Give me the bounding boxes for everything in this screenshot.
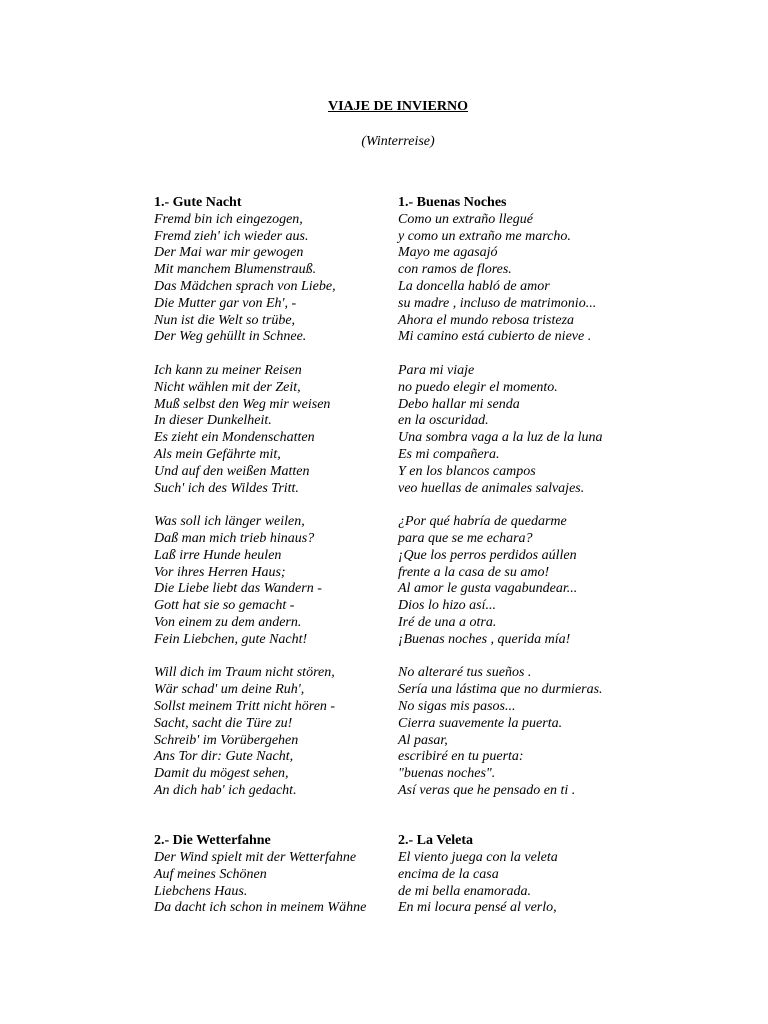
es-verse-line: Dios lo hizo así... — [398, 598, 497, 614]
es-song-heading: 2.- La Veleta — [398, 833, 474, 849]
de-verse-line: Der Wind spielt mit der Wetterfahne — [154, 850, 357, 866]
es-verse-line: El viento juega con la veleta — [398, 850, 558, 866]
es-verse-line: ¿Por qué habría de quedarme — [398, 514, 567, 530]
stanza-gap — [154, 346, 394, 363]
song-gap — [154, 816, 394, 833]
de-verse-line: Ans Tor dir: Gute Nacht, — [154, 749, 294, 765]
stanza-gap — [154, 497, 394, 514]
de-verse-line: Sacht, sacht die Türe zu! — [154, 715, 293, 731]
de-verse-line: Daß man mich trieb hinaus? — [154, 530, 315, 546]
de-verse-line: Gott hat sie so gemacht - — [154, 598, 295, 614]
de-verse-line: Da dacht ich schon in meinem Wähne — [154, 900, 367, 916]
de-verse-line: Wär schad' um deine Ruh', — [154, 682, 305, 698]
es-verse-line: "buenas noches". — [398, 766, 496, 782]
de-verse-line: Vor ihres Herren Haus; — [154, 564, 286, 580]
es-verse-line: Debo hallar mi senda — [398, 396, 520, 412]
de-verse-line: Es zieht ein Mondenschatten — [154, 430, 315, 446]
song-gap — [398, 816, 638, 833]
de-verse-line: In dieser Dunkelheit. — [154, 413, 272, 429]
de-verse-line: Muß selbst den Weg mir weisen — [154, 396, 331, 412]
es-verse-line: escribiré en tu puerta: — [398, 749, 524, 765]
german-column — [154, 195, 394, 917]
de-verse-line: Fein Liebchen, gute Nacht! — [154, 631, 308, 647]
es-verse-line: Una sombra vaga a la luz de la luna — [398, 430, 603, 446]
de-verse-line: Nun ist die Welt so trübe, — [154, 312, 296, 328]
de-verse-line: Liebchens Haus. — [154, 883, 248, 899]
es-verse-line: Al pasar, — [398, 732, 448, 748]
de-verse-line: Schreib' im Vorübergehen — [154, 732, 299, 748]
es-verse-line: ¡Buenas noches , querida mía! — [398, 631, 571, 647]
es-verse-line: No sigas mis pasos... — [398, 698, 516, 714]
es-verse-line: En mi locura pensé al verlo, — [398, 900, 557, 916]
stanza-gap — [398, 346, 638, 363]
de-verse-line: Fremd zieh' ich wieder aus. — [154, 228, 309, 244]
es-verse-line: ¡Que los perros perdidos aúllen — [398, 547, 577, 563]
song-gap — [398, 800, 638, 817]
de-verse-line: Was soll ich länger weilen, — [154, 514, 305, 530]
de-verse-line: Such' ich des Wildes Tritt. — [154, 480, 299, 496]
es-verse-line: de mi bella enamorada. — [398, 883, 531, 899]
de-verse-line: Fremd bin ich eingezogen, — [154, 211, 303, 227]
stanza-gap — [398, 649, 638, 666]
es-verse-line: Y en los blancos campos — [398, 463, 536, 479]
de-verse-line: An dich hab' ich gedacht. — [154, 782, 297, 798]
es-verse-line: Mi camino está cubierto de nieve . — [398, 329, 592, 345]
de-song-heading: 1.- Gute Nacht — [154, 195, 242, 210]
es-verse-line: su madre , incluso de matrimonio... — [398, 295, 597, 311]
es-verse-line: Para mi viaje — [398, 362, 475, 378]
es-verse-line: frente a la casa de su amo! — [398, 564, 550, 580]
es-verse-line: y como un extraño me marcho. — [398, 228, 571, 244]
es-verse-line: Mayo me agasajó — [398, 245, 498, 261]
de-song-heading: 2.- Die Wetterfahne — [154, 833, 271, 849]
es-verse-line: Sería una lástima que no durmieras. — [398, 682, 603, 698]
de-verse-line: Mit manchem Blumenstrauß. — [154, 262, 317, 278]
es-verse-line: en la oscuridad. — [398, 413, 489, 429]
de-verse-line: Und auf den weißen Matten — [154, 463, 310, 479]
poem-subtitle: (Winterreise) — [361, 134, 435, 149]
de-verse-line: Die Mutter gar von Eh', - — [154, 295, 297, 311]
de-verse-line: Das Mädchen sprach von Liebe, — [154, 278, 336, 294]
de-verse-line: Als mein Gefährte mit, — [154, 446, 281, 462]
de-verse-line: Von einem zu dem andern. — [154, 614, 302, 630]
es-verse-line: Como un extraño llegué — [398, 211, 533, 227]
de-verse-line: Laß irre Hunde heulen — [154, 547, 282, 563]
es-verse-line: Es mi compañera. — [398, 446, 500, 462]
song-gap — [154, 800, 394, 817]
de-verse-line: Die Liebe liebt das Wandern - — [154, 581, 322, 597]
es-verse-line: encima de la casa — [398, 866, 499, 882]
es-verse-line: La doncella habló de amor — [398, 278, 550, 294]
de-verse-line: Auf meines Schönen — [154, 866, 267, 882]
de-verse-line: Nicht wählen mit der Zeit, — [154, 379, 301, 395]
es-song-heading: 1.- Buenas Noches — [398, 195, 507, 210]
es-verse-line: Al amor le gusta vagabundear... — [398, 581, 578, 597]
stanza-gap — [398, 497, 638, 514]
es-verse-line: Así veras que he pensado en ti . — [398, 782, 576, 798]
poem-title: VIAJE DE INVIERNO — [327, 99, 469, 114]
de-verse-line: Der Mai war mir gewogen — [154, 245, 304, 261]
de-verse-line: Sollst meinem Tritt nicht hören - — [154, 698, 336, 714]
spanish-column — [398, 195, 638, 917]
es-verse-line: Ahora el mundo rebosa tristeza — [398, 312, 575, 328]
es-verse-line: Iré de una a otra. — [398, 614, 497, 630]
es-verse-line: veo huellas de animales salvajes. — [398, 480, 585, 496]
es-verse-line: Cierra suavemente la puerta. — [398, 715, 563, 731]
stanza-gap — [154, 649, 394, 666]
es-verse-line: No alteraré tus sueños . — [398, 665, 532, 681]
de-verse-line: Damit du mögest sehen, — [154, 766, 289, 782]
es-verse-line: para que se me echara? — [398, 530, 533, 546]
es-verse-line: con ramos de flores. — [398, 262, 512, 278]
de-verse-line: Will dich im Traum nicht stören, — [154, 665, 335, 681]
de-verse-line: Ich kann zu meiner Reisen — [154, 362, 302, 378]
es-verse-line: no puedo elegir el momento. — [398, 379, 558, 395]
de-verse-line: Der Weg gehüllt in Schnee. — [154, 329, 307, 345]
